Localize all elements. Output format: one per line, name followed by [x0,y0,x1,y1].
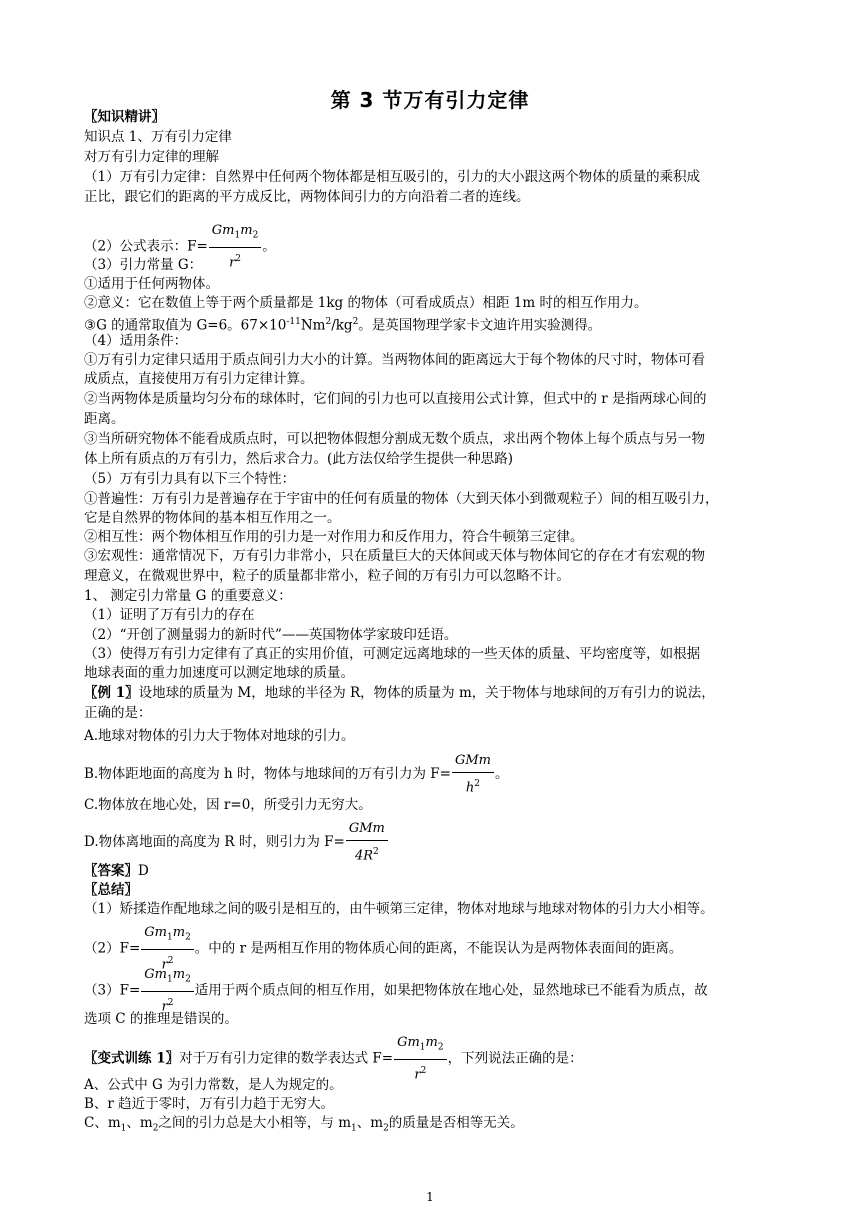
text-line: ①普遍性：万有引力是普遍存在于宇宙中的任何有质量的物体（大到天体小到微观粒子）间的相互吸引力， [84,491,719,507]
text-line: ③G 的通常取值为 G=6。$67\times 10^{-11}Nm^2/kg^2$。是英国物理学家卡文迪许用实验测得。 [84,317,602,334]
text-line: （1）矫揉造作配地球之间的吸引是相互的，由牛顿第三定律，物体对地球与地球对物体的引力大小相等。 [84,901,714,917]
text-line: 正确的是： [84,705,152,721]
text-line: 1、 测定引力常量 G 的重要意义： [84,588,292,604]
fraction: $\frac{Gm_1m_2}{r^2}$ [141,924,194,974]
fraction: $\frac{Gm_1m_2}{r^2}$ [141,966,194,1016]
option-b: B、r 趋近于零时，万有引力趋于无穷大。 [84,1096,335,1112]
text-line: （5）万有引力具有以下三个特性： [84,471,296,487]
fraction: $\frac{Gm_1m_2}{r^2}$ [394,1034,447,1084]
text-line: ②当两物体是质量均匀分布的球体时，它们间的引力也可以直接用公式计算，但式中的 r 是指两球心间的 [84,391,707,407]
text-line: 理意义，在微观世界中，粒子的质量都非常小，粒子间的万有引力可以忽略不计。 [84,568,570,584]
text-line: 地球表面的重力加速度可以测定地球的质量。 [84,665,354,681]
text-line: ③宏观性：通常情况下，万有引力非常小，只在质量巨大的天体间或天体与物体间它的存在才有宏观的物 [84,548,705,564]
page-number: 1 [426,1190,434,1204]
text-line: ①适用于任何两物体。 [84,276,219,292]
formula-line: D.物体离地面的高度为 R 时，则引力为 F= GMm $4R^2$ [84,820,784,865]
text-line: 〖答案〗D [84,863,149,879]
text-line: （3）使得万有引力定律有了真正的实用价值，可测定远离地球的一些天体的质量、平均密度等，如根据 [84,646,701,662]
text-line: 它是自然界的物体间的基本相互作用之一。 [84,510,341,526]
formula-line: （3）F= $\frac{Gm_1m_2}{r^2}$ 适用于两个质点间的相互作用，如果把物体放在地心处，显然地球已不能看为质点，故 [84,967,708,1014]
fraction: GMm $4R^2$ [346,820,388,865]
text-line: ③当所研究物体不能看成质点时，可以把物体假想分割成无数个质点，求出两个物体上每个质点与另一物 [84,431,705,447]
text-line: 对万有引力定律的理解 [84,149,219,165]
text-line: C.物体放在地心处，因 r=0，所受引力无穷大。 [84,797,372,813]
formula-line: （2）F= $\frac{Gm_1m_2}{r^2}$ 。中的 r 是两相互作用的物体质心间的距离，不能误认为是两物体表面间的距离。 [84,925,683,972]
text-line: 〖例 1〗设地球的质量为 M，地球的半径为 R，物体的质量为 m，关于物体与地球间的万有引力的说法， [84,685,715,701]
text-line: 成质点，直接使用万有引力定律计算。 [84,371,314,387]
formula-line: （2）公式表示：F= $\frac{Gm_1m_2}{r^2}$ 。 [84,223,276,270]
text-line: ②意义：它在数值上等于两个质量都是 1kg 的物体（可看成质点）相距 1m 时的相互作用力。 [84,295,648,311]
text-line: ①万有引力定律只适用于质点间引力大小的计算。当两物体间的距离远大于每个物体的尺寸时，物体可看 [84,352,705,368]
text-line: 距离。 [84,411,125,427]
section-heading: 〖总结〗 [84,882,138,898]
formula-line: B.物体距地面的高度为 h 时，物体与地球间的万有引力为 F= GMm $h^2$ 。 [84,753,509,796]
text-line: 正比，跟它们的距离的平方成反比，两物体间引力的方向沿着二者的连线。 [84,189,530,205]
section-heading: 〖知识精讲〗 [84,109,165,125]
text-line: （3）引力常量 G： [84,257,203,273]
option-c: C、$m_1$、$m_2$之间的引力总是大小相等，与 $m_1$、$m_2$的质量是否相等无关。 [84,1115,524,1134]
text-line: （4）适用条件： [84,333,188,349]
text-line: ②相互性：两个物体相互作用的引力是一对作用力和反作用力，符合牛顿第三定律。 [84,529,584,545]
text-line: 选项 C 的推理是错误的。 [84,1011,238,1027]
text-line: （2）“开创了测量弱力的新时代”——英国物体学家玻印廷语。 [84,627,458,643]
option-a: A、公式中 G 为引力常数，是人为规定的。 [84,1077,343,1093]
text-line: （1）万有引力定律：自然界中任何两个物体都是相互吸引的，引力的大小跟这两个物体的质量的乘积成 [84,169,701,185]
page-title: 第 3 节万有引力定律 [330,88,530,112]
text-line: （1）证明了万有引力的存在 [84,607,255,623]
text-line: 知识点 1、万有引力定律 [84,129,232,145]
fraction: $\frac{Gm_1m_2}{r^2}$ [209,222,262,272]
fraction: GMm $h^2$ [452,752,494,797]
text-line: 体上所有质点的万有引力，然后求合力。(此方法仅给学生提供一种思路) [84,451,514,467]
text-line: A.地球对物体的引力大于物体对地球的引力。 [84,728,355,744]
formula-line: 〖变式训练 1〗对于万有引力定律的数学表达式 F= $\frac{Gm_1m_2}{r^2}$ ，下列说法正确的是： [84,1035,583,1082]
